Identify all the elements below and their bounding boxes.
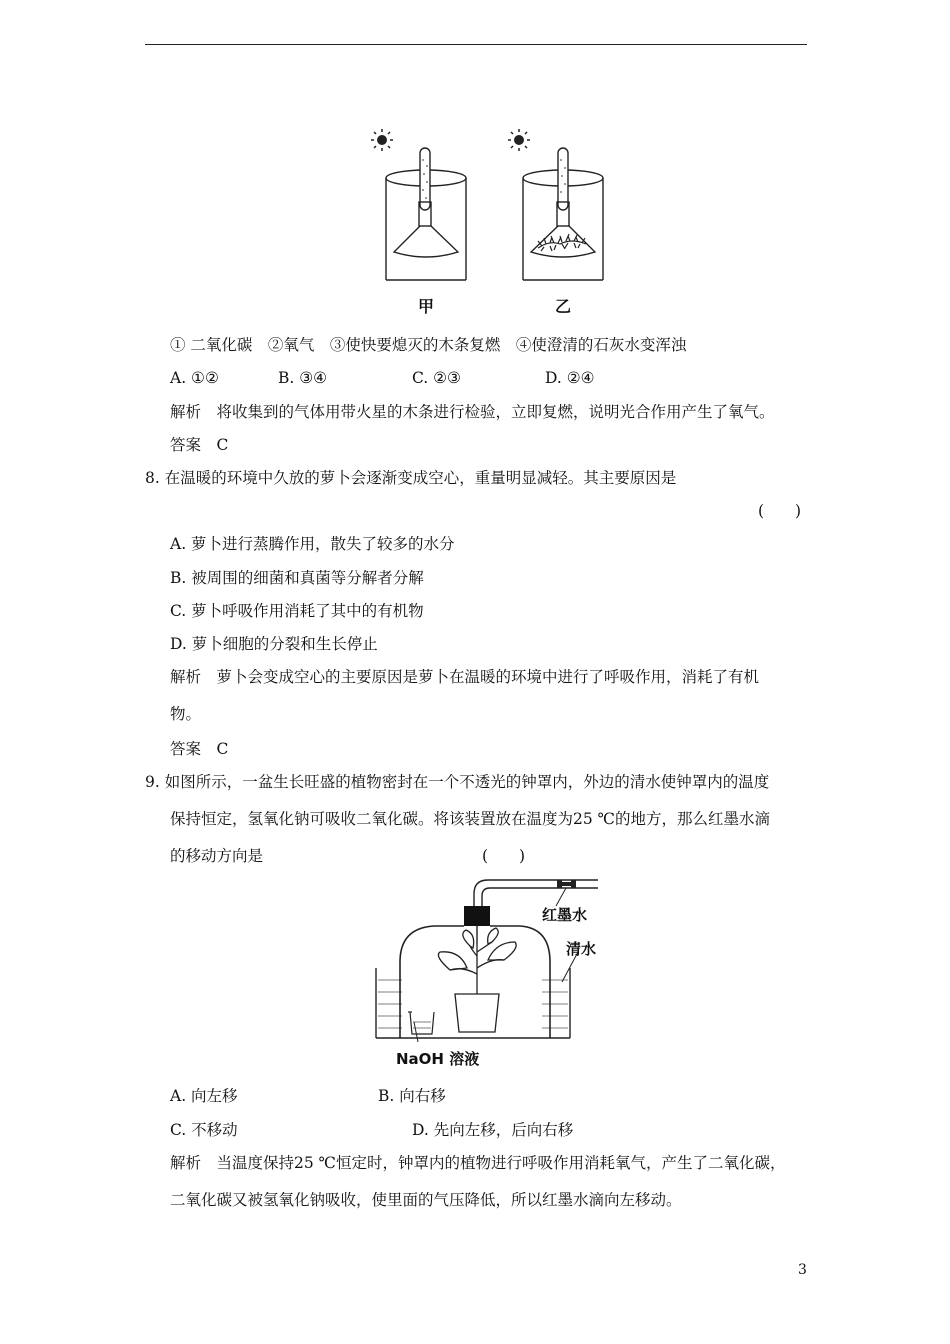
naoh-beaker — [408, 1012, 434, 1034]
q7-options-line: ① 二氧化碳 ②氧气 ③使快要熄灭的木条复燃 ④使澄清的石灰水变浑浊 — [170, 336, 687, 354]
sun-icon-left — [371, 129, 393, 151]
label-red-ink: 红墨水 — [542, 906, 588, 924]
q9-stem-line2: 保持恒定，氢氧化钠可吸收二氧化碳。将该装置放在温度为25 ℃的地方，那么红墨水滴 — [170, 810, 770, 828]
figure-bell-jar — [370, 872, 610, 1074]
figure-jars — [360, 120, 620, 325]
jar-left — [386, 148, 466, 280]
q8-blank: ( ) — [758, 502, 802, 520]
figure-label-right: 乙 — [555, 297, 572, 316]
q9-choice-b: B. 向右移 — [378, 1087, 446, 1105]
q7-choice-b: B. ③④ — [278, 369, 328, 387]
q9-choice-d: D. 先向左移，后向右移 — [412, 1121, 574, 1139]
q7-analysis: 解析 将收集到的气体用带火星的木条进行检验，立即复燃，说明光合作用产生了氧气。 — [170, 403, 775, 421]
q8-choice-d: D. 萝卜细胞的分裂和生长停止 — [170, 635, 378, 653]
q9-stem-line1: 9. 如图所示，一盆生长旺盛的植物密封在一个不透光的钟罩内，外边的清水使钟罩内的温度 — [145, 773, 770, 791]
q9-choice-a: A. 向左移 — [170, 1087, 238, 1105]
red-ink-drop — [557, 880, 576, 888]
label-naoh: NaOH 溶液 — [396, 1050, 480, 1068]
figure-label-left: 甲 — [418, 297, 435, 316]
q8-choice-a: A. 萝卜进行蒸腾作用，散失了较多的水分 — [170, 535, 455, 553]
label-clear-water: 清水 — [566, 940, 597, 958]
q8-choice-b: B. 被周围的细菌和真菌等分解者分解 — [170, 569, 424, 587]
q8-analysis-line1: 解析 萝卜会变成空心的主要原因是萝卜在温暖的环境中进行了呼吸作用，消耗了有机 — [170, 668, 760, 686]
q8-answer: 答案 C — [170, 740, 229, 758]
q9-blank: ( ) — [482, 847, 526, 865]
q7-choice-a: A. ①② — [170, 369, 219, 387]
q9-choice-c: C. 不移动 — [170, 1121, 238, 1139]
sun-icon-right — [508, 129, 530, 151]
jar-right — [523, 148, 603, 280]
q9-analysis-line1: 解析 当温度保持25 ℃恒定时，钟罩内的植物进行呼吸作用消耗氧气，产生了二氧化碳， — [170, 1154, 786, 1172]
q8-choice-c: C. 萝卜呼吸作用消耗了其中的有机物 — [170, 602, 424, 620]
q8-stem: 8. 在温暖的环境中久放的萝卜会逐渐变成空心，重量明显减轻。其主要原因是 — [145, 469, 677, 487]
q9-stem-line3: 的移动方向是 — [170, 847, 264, 865]
q9-analysis-line2: 二氧化碳又被氢氧化钠吸收，使里面的气压降低，所以红墨水滴向左移动。 — [170, 1191, 682, 1209]
q7-choice-c: C. ②③ — [412, 369, 461, 387]
q7-choice-d: D. ②④ — [545, 369, 595, 387]
q8-analysis-line2: 物。 — [170, 705, 202, 723]
stopper — [464, 906, 490, 926]
page-number: 3 — [798, 1262, 807, 1278]
bell-jar — [400, 926, 550, 1038]
q7-answer: 答案 C — [170, 436, 229, 454]
header-rule — [145, 44, 807, 45]
